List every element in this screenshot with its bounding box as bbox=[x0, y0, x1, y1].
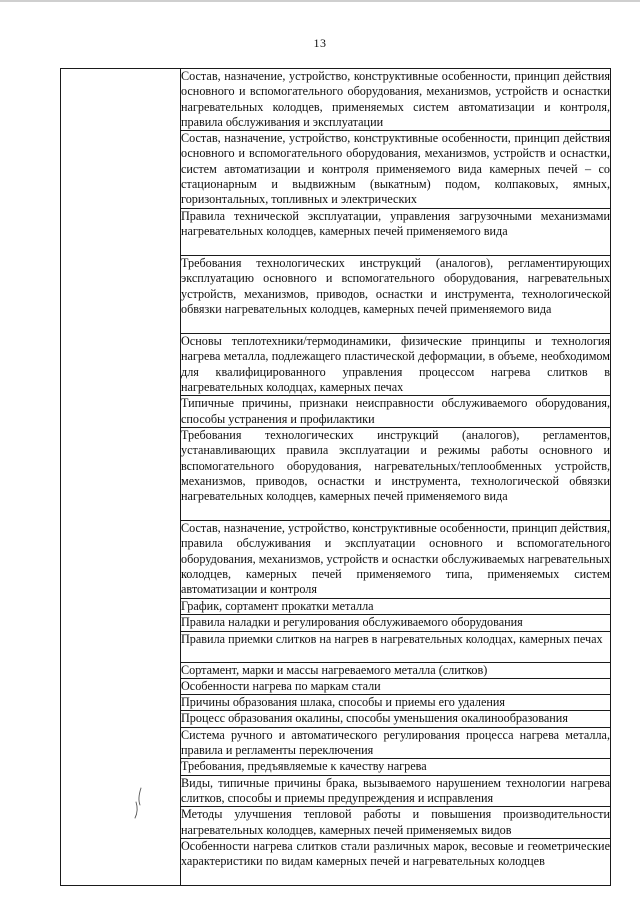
table-cell: Процесс образования окалины, способы уменьшения окалинообразования bbox=[181, 711, 611, 727]
pen-mark bbox=[132, 786, 146, 820]
table-cell: Состав, назначение, устройство, конструктивные особенности, принцип действия основного и вспомогательного оборудования, механизмов, устройств и оснастки, систем автоматизации и контроля применяемого вида камерных печей – со стационарным и выдвижным (выкатным) подом, колпаковых, ямных, горизонтальных, топливных и электрических bbox=[181, 131, 611, 209]
knowledge-requirements-table bbox=[60, 68, 611, 886]
table-cell: Виды, типичные причины брака, вызываемого нарушением технологии нагрева слитков, способы и приемы предупреждения и исправления bbox=[181, 775, 610, 805]
table-cell: Состав, назначение, устройство, конструктивные особенности, принцип действия основного и вспомогательного оборудования, механизмов, устройств и оснастки нагревательных колодцев, применяемых систем автоматизации и контроля, правила обслуживания и эксплуатации bbox=[181, 69, 610, 129]
page-number: 13 bbox=[313, 36, 327, 50]
table-cell: Требования, предъявляемые к качеству нагрева bbox=[181, 759, 611, 775]
table-cell: Методы улучшения тепловой работы и повышения производительности нагревательных колодцев, камерных печей применяемых видов bbox=[181, 807, 610, 837]
table-cell: Основы теплотехники/термодинамики, физические принципы и технология нагрева металла, подлежащего пластической деформации, в объеме, необходимом для квалифицированного управления процессом нагрева слитков в нагревательных колодцах, камерных печах bbox=[181, 334, 610, 395]
table-cell: Требования технологических инструкций (аналогов), регламентирующих эксплуатацию основного и вспомогательного оборудования, нагревательных устройств, механизмов, приводов, оснастки и инструмента, технологической обвязки нагревательных колодцев, камерных печей применяемого вида bbox=[181, 256, 611, 334]
table-cell: Требования технологических инструкций (аналогов), регламентов, устанавливающих правила эксплуатации и режимы работы основного и вспомогательного оборудования, нагревательных/теплообменных устройств, механизмов, приводов, оснастки и инструмента, технологической обвязки нагревательных колодцев, камерных печей применяемого вида bbox=[181, 427, 611, 520]
table-cell: Сортамент, марки и массы нагреваемого металла (слитков) bbox=[181, 662, 611, 678]
table-cell: Правила технической эксплуатации, управления загрузочными механизмами нагревательных колодцев, камерных печей применяемого вида bbox=[181, 209, 611, 256]
scan-edge-line bbox=[0, 0, 640, 2]
row-label-cell bbox=[61, 69, 181, 886]
table-cell: Состав, назначение, устройство, конструктивные особенности, принцип действия, правила обслуживания и эксплуатации основного и вспомогательного оборудования, механизмов, устройств и оснастки обслуживаемых нагревательных колодцев, камерных печей применяемого типа, применяемых систем автоматизации и контроля bbox=[181, 520, 611, 598]
table-cell: Типичные причины, признаки неисправности обслуживаемого оборудования, способы устранения и профилактики bbox=[181, 396, 610, 426]
table-cell: Особенности нагрева слитков стали различных марок, весовые и геометрические характеристики по видам камерных печей и нагревательных колодцев bbox=[181, 838, 611, 885]
table-cell: Особенности нагрева по маркам стали bbox=[181, 678, 611, 694]
table-cell: Правила приемки слитков на нагрев в нагревательных колодцах, камерных печах bbox=[181, 631, 611, 662]
table-row bbox=[61, 69, 611, 131]
table-cell: График, сортамент прокатки металла bbox=[181, 598, 611, 614]
table-cell: Причины образования шлака, способы и приемы его удаления bbox=[181, 695, 611, 711]
table-cell: Система ручного и автоматического регулирования процесса нагрева металла, правила и регламенты переключения bbox=[181, 727, 610, 758]
table-cell: Правила наладки и регулирования обслуживаемого оборудования bbox=[181, 615, 611, 631]
